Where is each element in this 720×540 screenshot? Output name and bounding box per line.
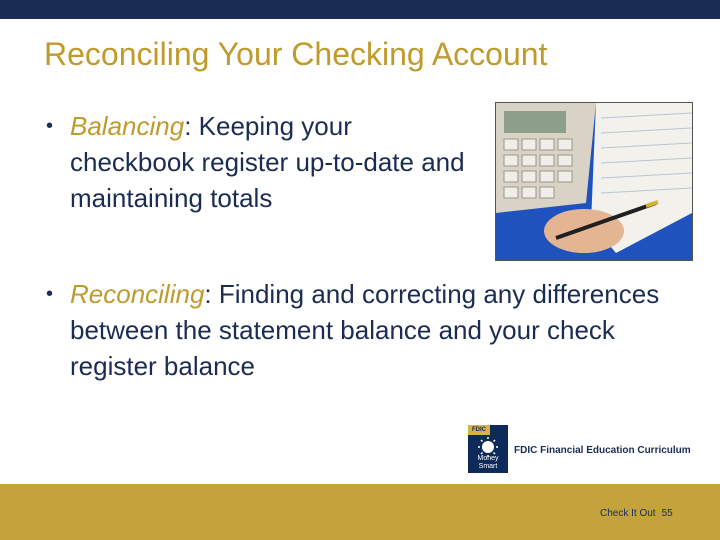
bullet-term: Reconciling <box>70 279 205 309</box>
badge-top-label: FDIC <box>468 425 490 435</box>
bullet-term: Balancing <box>70 111 185 141</box>
footer-label-group <box>600 508 673 519</box>
bullet-dot-icon: • <box>46 115 54 137</box>
page-number: 55 <box>661 508 673 519</box>
calculator-illustration <box>496 103 692 260</box>
top-banner <box>0 0 720 19</box>
bullet-balancing <box>46 108 470 216</box>
money-smart-badge <box>468 425 508 473</box>
calculator-photo <box>495 102 693 261</box>
footer-label: Check It Out <box>600 508 656 519</box>
logo-caption: FDIC Financial Education Curriculum <box>514 445 691 456</box>
bullet-reconciling <box>46 276 690 384</box>
slide-title: Reconciling Your Checking Account <box>44 36 548 72</box>
bullet-text: : Keeping your checkbook register up-to-date and maintaining totals <box>70 111 465 213</box>
badge-bottom-label: Money Smart <box>477 455 499 470</box>
bullet-text: : Finding and correcting any differences between the statement balance and your check register balance <box>70 279 660 381</box>
bullet-dot-icon: • <box>46 283 54 305</box>
fdic-logo <box>466 425 696 475</box>
